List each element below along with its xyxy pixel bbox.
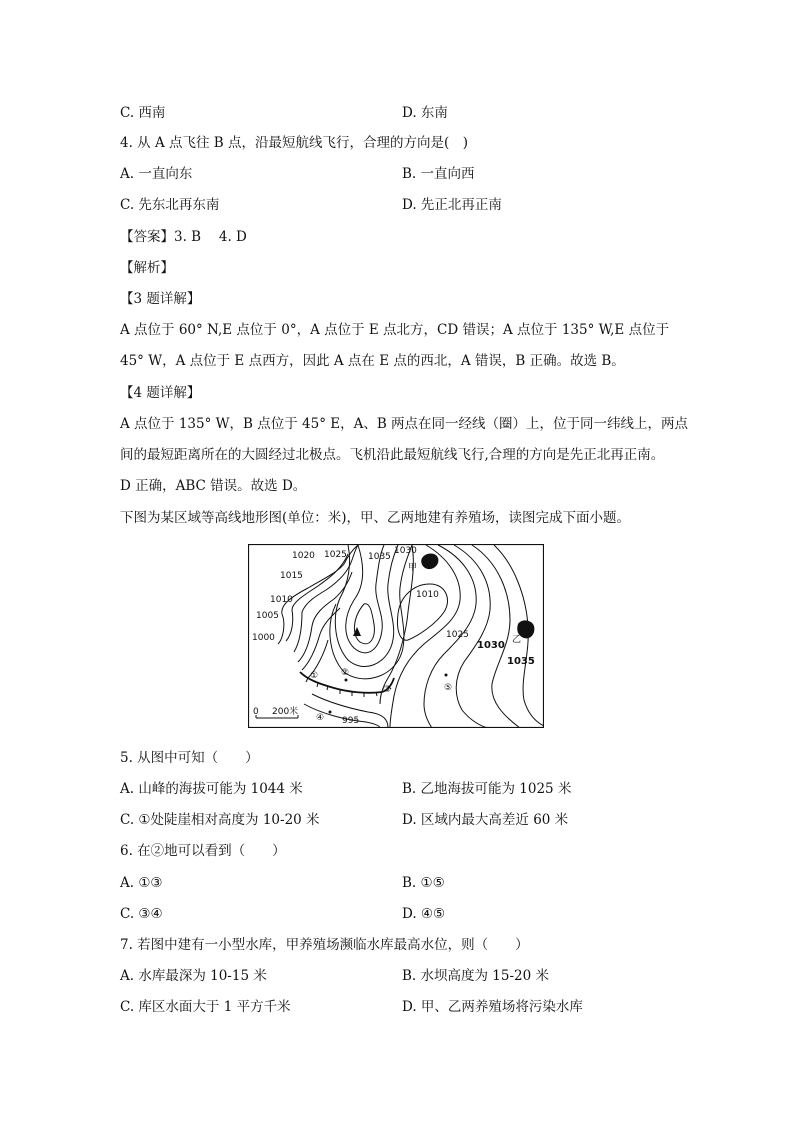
point-4-label: ④ bbox=[316, 713, 325, 723]
contour-label-1030: 1030 bbox=[394, 546, 417, 556]
q5-option-b: B. 乙地海拔可能为 1025 米 bbox=[402, 781, 572, 797]
point-1-label: ① bbox=[310, 671, 319, 681]
intro-text: 下图为某区域等高线地形图(单位：米)，甲、乙两地建有养殖场，读图完成下面小题。 bbox=[120, 510, 631, 526]
q4-option-a: A. 一直向东 bbox=[120, 166, 193, 182]
q5-option-d: D. 区域内最大高差近 60 米 bbox=[402, 812, 569, 828]
point-2-dot bbox=[345, 679, 348, 682]
q4-detail-line2: 间的最短距离所在的大圆经过北极点。飞机沿此最短航线飞行,合理的方向是先正北再正南。 bbox=[120, 447, 665, 463]
contour-label-1010-hill: 1010 bbox=[416, 590, 439, 600]
point-5-dot bbox=[445, 674, 448, 677]
q6-option-c: C. ③④ bbox=[120, 906, 163, 922]
point-3-label: ③ bbox=[383, 685, 392, 695]
q4-detail-title: 【4 题详解】 bbox=[120, 385, 201, 401]
analysis-heading: 【解析】 bbox=[120, 260, 174, 276]
point-2-label: ② bbox=[341, 668, 350, 678]
q5-option-a: A. 山峰的海拔可能为 1044 米 bbox=[120, 781, 303, 797]
contour-label-1025: 1025 bbox=[324, 550, 347, 560]
contour-map bbox=[248, 544, 544, 728]
farm-yi-label: 乙 bbox=[512, 635, 522, 645]
q7-option-b: B. 水坝高度为 15-20 米 bbox=[402, 968, 550, 984]
contour-label-1035-bold: 1035 bbox=[507, 656, 535, 667]
contour-label-1005: 1005 bbox=[256, 611, 279, 621]
q3-detail-line2: 45° W，A 点位于 E 点西方，因此 A 点在 E 点的西北，A 错误，B 正确。故选 B。 bbox=[120, 353, 625, 369]
q4-option-b: B. 一直向西 bbox=[402, 166, 475, 182]
contour-label-1015: 1015 bbox=[280, 571, 303, 581]
q7-option-a: A. 水库最深为 10-15 米 bbox=[120, 968, 267, 984]
contour-label-1025-east: 1025 bbox=[446, 630, 469, 640]
point-4-dot bbox=[329, 711, 332, 714]
contour-label-1000: 1000 bbox=[252, 633, 275, 643]
q6-option-b: B. ①⑤ bbox=[402, 875, 445, 891]
q7-stem: 7. 若图中建有一小型水库，甲养殖场濒临水库最高水位，则（ ） bbox=[120, 937, 529, 953]
q3-option-c: C. 西南 bbox=[120, 105, 166, 121]
contour-map-svg bbox=[248, 544, 544, 728]
q4-option-d: D. 先正北再正南 bbox=[402, 197, 502, 213]
point-5-label: ⑤ bbox=[444, 683, 453, 693]
q3-option-d: D. 东南 bbox=[402, 105, 448, 121]
q7-option-c: C. 库区水面大于 1 平方千米 bbox=[120, 999, 291, 1015]
contour-label-995: 995 bbox=[342, 716, 360, 726]
contour-label-1010: 1010 bbox=[270, 595, 293, 605]
q5-stem: 5. 从图中可知（ ） bbox=[120, 750, 259, 766]
q6-stem: 6. 在②地可以看到（ ） bbox=[120, 843, 286, 859]
q7-option-d: D. 甲、乙两养殖场将污染水库 bbox=[402, 999, 583, 1015]
q4-option-c: C. 先东北再东南 bbox=[120, 197, 220, 213]
q3-detail-title: 【3 题详解】 bbox=[120, 291, 201, 307]
contour-label-1035: 1035 bbox=[368, 552, 391, 562]
q6-option-d: D. ④⑤ bbox=[402, 906, 446, 922]
contour-label-1020: 1020 bbox=[292, 551, 315, 561]
q4-detail-line1: A 点位于 135° W，B 点位于 45° E，A、B 两点在同一经线（圈）上，位于同一纬线上，两点 bbox=[120, 416, 689, 432]
q5-option-c: C. ①处陡崖相对高度为 10-20 米 bbox=[120, 812, 320, 828]
q6-option-a: A. ①③ bbox=[120, 875, 163, 891]
scale-zero-label: 0 bbox=[253, 707, 259, 717]
q3-detail-line1: A 点位于 60° N,E 点位于 0°，A 点位于 E 点北方，CD 错误；A 点位于 135° W,E 点位于 bbox=[120, 322, 670, 338]
contour-label-1030-bold: 1030 bbox=[477, 640, 505, 651]
scale-length-label: 200米 bbox=[272, 707, 299, 717]
answer: 【答案】3. B 4. D bbox=[120, 229, 247, 245]
q4-stem: 4. 从 A 点飞往 B 点，沿最短航线飞行，合理的方向是( ) bbox=[120, 135, 469, 151]
q4-detail-line3: D 正确，ABC 错误。故选 D。 bbox=[120, 478, 307, 494]
farm-jia-label: 甲 bbox=[408, 563, 418, 573]
